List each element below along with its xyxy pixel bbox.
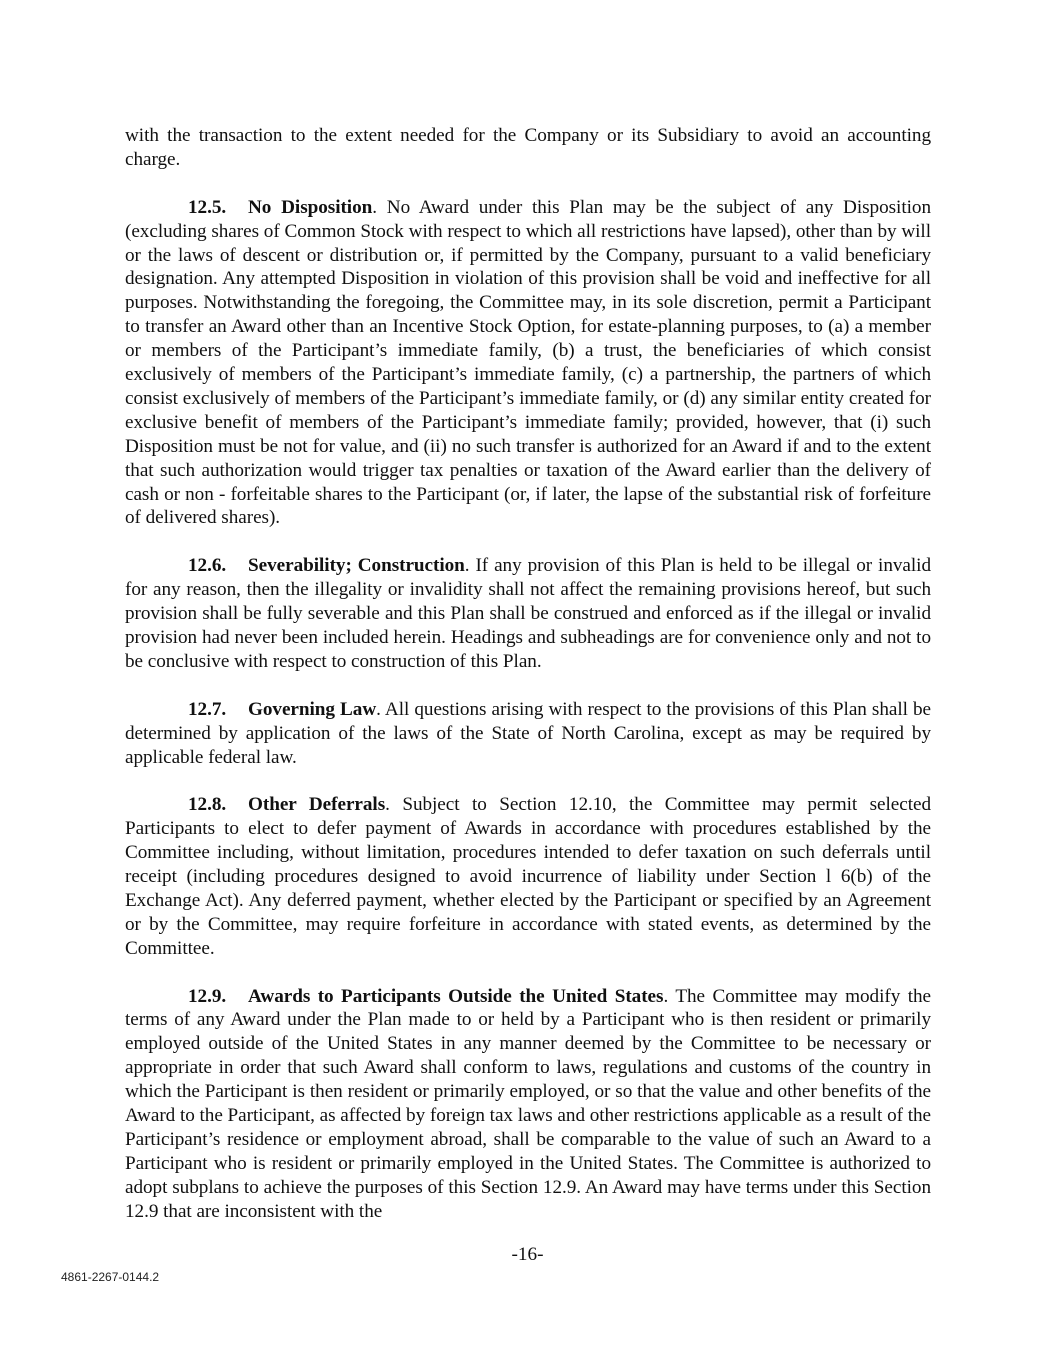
section-12-9 (125, 985, 931, 1224)
section-body: . Subject to Section 12.10, the Committee may permit selected Participants to elect to defer payment of Awards in accordance with procedures established by the Committee including, without limitation, procedures intended to defer taxation on such deferrals until receipt (including procedures designed to avoid incurrence of liability under Section l 6(b) of the Exchange Act). Any deferred payment, whether elected by the Participant or specified by an Agreement or by the Committee, may require forfeiture in accordance with stated events, as determined by the Committee. (125, 794, 931, 959)
section-12-8 (125, 793, 931, 960)
section-number: 12.5. (188, 196, 227, 218)
section-12-6 (125, 554, 931, 674)
document-page (125, 124, 931, 1248)
section-body: . The Committee may modify the terms of any Award under the Plan made to or held by a Participant who is then resident or primarily employed outside of the United States in any manner deemed by the Committee to be necessary or appropriate in order that such Award shall conform to laws, regulations and customs of the country in which the Participant is then resident or primarily employed, or so that the value and other benefits of the Award to the Participant, as affected by foreign tax laws and other restrictions applicable as a result of the Participant’s residence or employment abroad, shall be comparable to the value of such an Award to a Participant who is resident or primarily employed in the United States. The Committee is authorized to adopt subplans to achieve the purposes of this Section 12.9. An Award may have terms under this Section 12.9 that are inconsistent with the (125, 985, 932, 1222)
section-number: 12.8. (188, 794, 227, 816)
section-title: Governing Law (248, 698, 377, 720)
page-number: -16- (511, 1244, 544, 1265)
section-number: 12.7. (188, 698, 227, 720)
section-number: 12.6. (188, 555, 227, 577)
section-title: No Disposition (248, 196, 373, 218)
section-body: . All questions arising with respect to the provisions of this Plan shall be determined by application of the laws of the State of North Carolina, except as may be required by applicable federal law. (125, 698, 931, 768)
section-title: Severability; Construction (248, 555, 465, 577)
document-id: 4861-2267-0144.2 (61, 1270, 160, 1284)
continuation-paragraph: with the transaction to the extent needed for the Company or its Subsidiary to avoid an accounting charge. (125, 125, 931, 170)
section-body: . No Award under this Plan may be the subject of any Disposition (excluding shares of Common Stock with respect to which all restrictions have lapsed), other than by will or the laws of descent or distribution or, if permitted by the Company, pursuant to a valid beneficiary designation. Any attempted Disposition in violation of this provision shall be void and ineffective for all purposes. Notwithstanding the foregoing, the Committee may, in its sole discretion, permit a Participant to transfer an Award other than an Incentive Stock Option, for estate-planning purposes, to (a) a member or members of the Participant’s immediate family, (b) a trust, the beneficiaries of which consist exclusively of members of the Participant’s immediate family, (c) a partnership, the partners of which consist exclusively of members of the Participant’s immediate family, or (d) any similar entity created for exclusive benefit of members of the Participant’s immediate family; provided, however, that (i) such Disposition must be not for value, and (ii) no such transfer is authorized for an Award if and to the extent that such authorization would trigger tax penalties or taxation of the Award earlier than the delivery of cash or non - forfeitable shares to the Participant (or, if later, the lapse of the substantial risk of forfeiture of delivered shares). (125, 196, 931, 529)
section-12-7 (125, 698, 931, 770)
section-number: 12.9. (188, 985, 227, 1007)
section-title: Awards to Participants Outside the United States (248, 985, 664, 1007)
section-body: . If any provision of this Plan is held to be illegal or invalid for any reason, then the illegality or invalidity shall not affect the remaining provisions hereof, but such provision shall be fully severable and this Plan shall be construed and enforced as if the illegal or invalid provision had never been included herein. Headings and subheadings are for convenience only and not to be conclusive with respect to construction of this Plan. (125, 555, 931, 672)
section-title: Other Deferrals (248, 794, 386, 816)
section-12-5 (125, 196, 931, 531)
